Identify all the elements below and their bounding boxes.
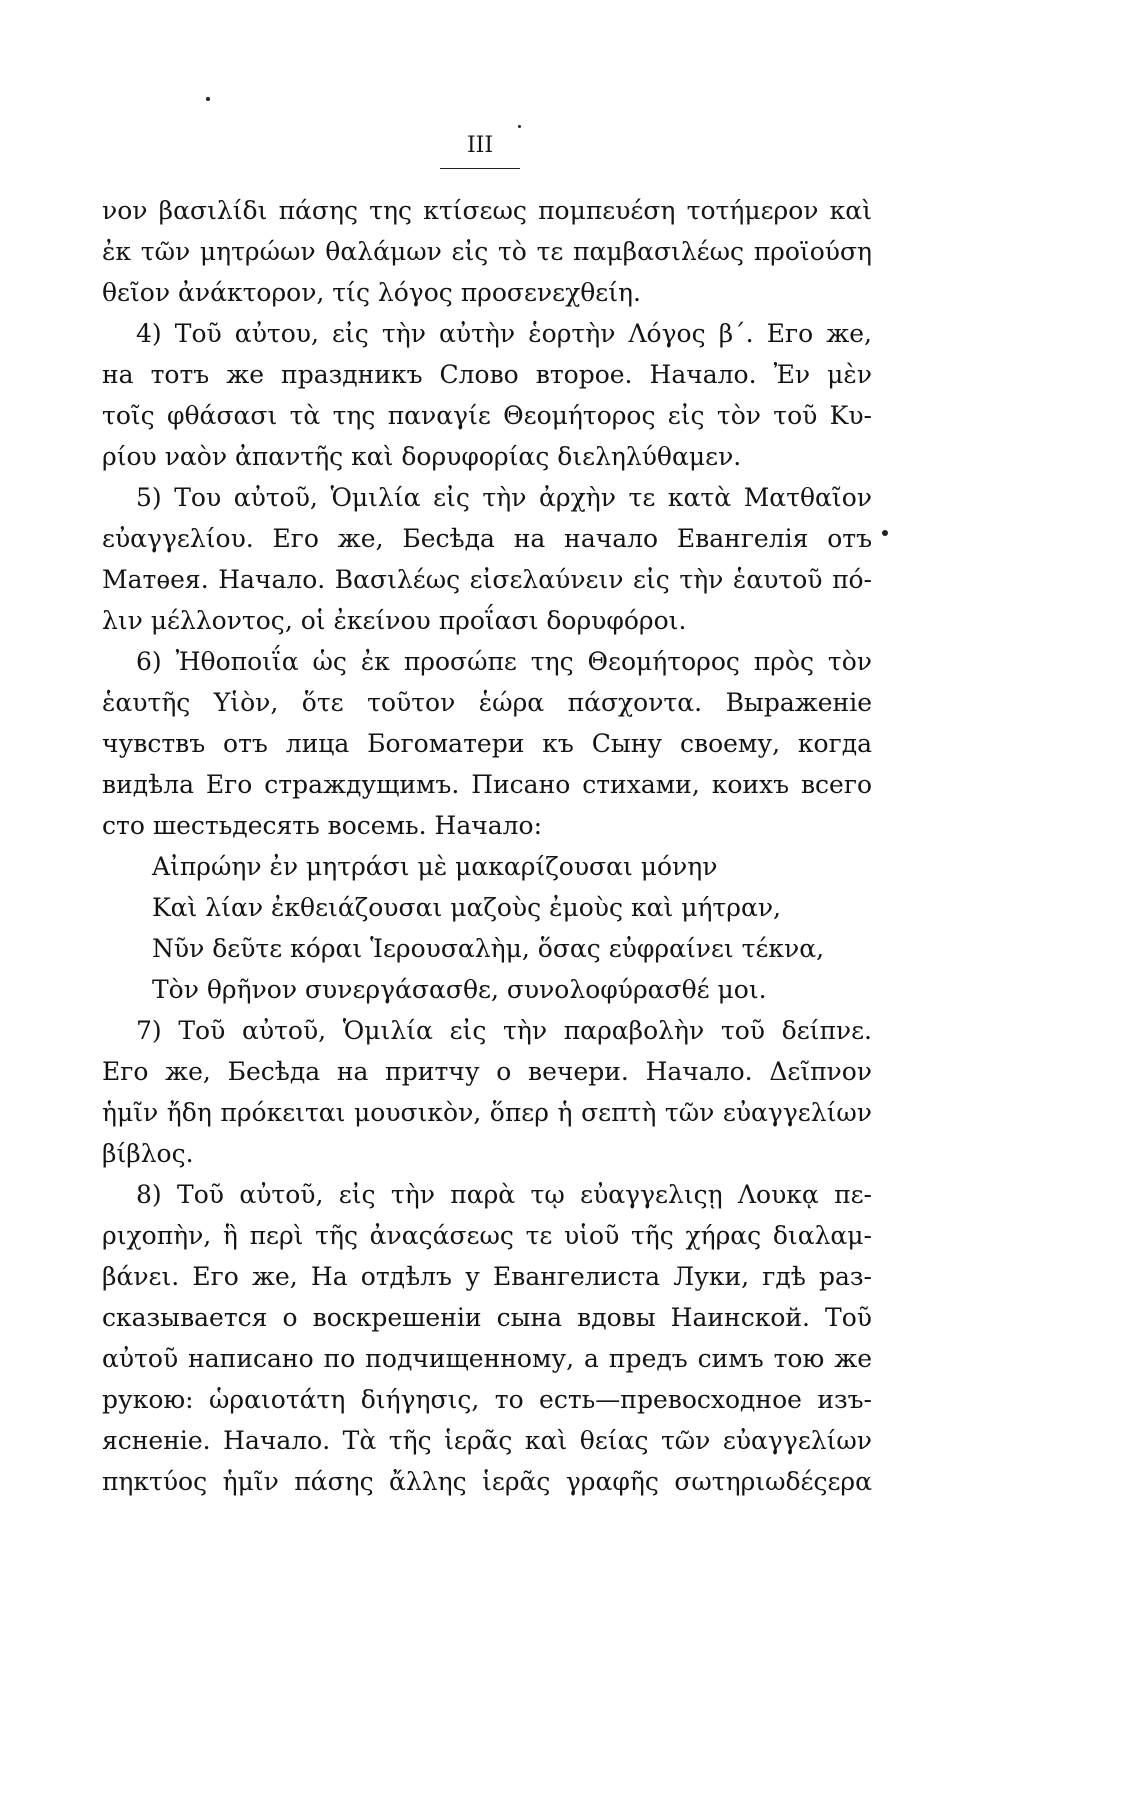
text-line: 4) Τοῦ αὐτου, εἰς τὴν αὐτὴν ἑορτὴν Λόγος β΄. Его же,	[136, 319, 872, 348]
text-line: на тотъ же праздникъ Слово второе. Начало. Ἐν μὲν	[102, 360, 872, 389]
text-line: θεῖον ἀνάκτορον, τίς λόγος προσενεχθείη.	[102, 278, 641, 307]
text-line: 6) Ἠθοποιΐα ὡς ἐκ προσώπε της Θεομήτορος πρὸς τὸν	[136, 647, 872, 676]
text-line: ясненіе. Начало. Τὰ τῆς ἱερᾶς καὶ θείας τῶν εὐαγγελίων	[102, 1426, 872, 1455]
verse-line: Τὸν θρῆνον συνεργάσασθε, συνολοφύρασθέ μοι.	[152, 975, 767, 1004]
ink-speck	[882, 530, 888, 536]
page-number: III	[466, 133, 494, 158]
text-line: νον βασιλίδι πάσης της κτίσεως πομπευέση τοτήμερον καὶ	[102, 196, 872, 225]
text-line: βάνει. Его же, На отдѣлъ у Евангелиста Луки, гдѣ раз-	[102, 1262, 872, 1291]
text-line: Матѳея. Начало. Βασιλέως εἰσελαύνειν εἰς τὴν ἑαυτοῦ πό-	[102, 565, 872, 594]
text-line: βίβλος.	[102, 1139, 194, 1168]
text-line: αὐτοῦ написано по подчищенному, а предъ симъ тою же	[102, 1344, 872, 1373]
text-line: τοῖς φθάσασι τὰ της παναγίε Θεομήτορος εἰς τὸν τοῦ Κυ-	[102, 401, 872, 430]
text-line: 8) Τοῦ αὐτοῦ, εἰς τὴν παρὰ τῳ εὐαγγελιςῃ Λουκᾳ πε-	[136, 1180, 872, 1209]
verse-line: Νῦν δεῦτε κόραι Ἱερουσαλὴμ, ὅσας εὐφραίνει τέκνα,	[152, 934, 825, 963]
text-line: видѣла Его страждущимъ. Писано стихами, коихъ всего	[102, 770, 872, 799]
text-line: λιν μέλλοντος, οἱ ἐκείνου προΐασι δορυφόροι.	[102, 606, 687, 635]
text-line: πηκτύος ἡμῖν πάσης ἄλλης ἱερᾶς γραφῆς σωτηριωδέςερα	[102, 1467, 872, 1496]
body-text	[102, 190, 872, 1502]
text-line: Его же, Бесѣда на притчу о вечери. Начало. Δεῖπνον	[102, 1057, 872, 1086]
text-line: 7) Τοῦ αὐτοῦ, Ὁμιλία εἰς τὴν παραβολὴν τοῦ δείπνε.	[136, 1016, 872, 1045]
text-line: сто шестьдесять восемь. Начало:	[102, 811, 543, 840]
text-line: чувствъ отъ лица Богоматери къ Сыну своему, когда	[102, 729, 872, 758]
text-line: ρίου ναὸν ἀπαντῆς καὶ δορυφορίας διεληλύθαμεν.	[102, 442, 742, 471]
text-line: ἐκ τῶν μητρώων θαλάμων εἰς τὸ τε παμβασιλέως προϊούση	[102, 237, 872, 266]
text-line: ἑαυτῆς Υἱὸν, ὅτε τοῦτον ἑώρα πάσχοντα. Выраженіе	[102, 688, 872, 717]
ink-speck	[518, 125, 521, 128]
text-line: ριχοπὴν, ἣ περὶ τῆς ἀναςάσεως τε υἱοῦ τῆς χήρας διαλαμ-	[102, 1221, 872, 1250]
text-line: рукою: ὡραιοτάτη διήγησις, то есть—превосходное изъ-	[102, 1385, 872, 1414]
verse-line: Καὶ λίαν ἐκθειάζουσαι μαζοὺς ἐμοὺς καὶ μήτραν,	[152, 893, 781, 922]
text-line: εὐαγγελίου. Его же, Бесѣда на начало Евангелія отъ	[102, 524, 872, 553]
text-line: сказывается о воскрешеніи сына вдовы Наинской. Τοῦ	[102, 1303, 872, 1332]
verse-line: Αἰπρώην ἐν μητράσι μὲ μακαρίζουσαι μόνην	[152, 852, 718, 881]
ink-speck	[206, 97, 210, 101]
text-line: 5) Του αὐτοῦ, Ὁμιλία εἰς τὴν ἀρχὴν τε κατὰ Ματθαῖον	[136, 483, 872, 512]
page-number-rule	[440, 168, 520, 169]
text-line: ἡμῖν ἤδη πρόκειται μουσικὸν, ὅπερ ἡ σεπτὴ τῶν εὐαγγελίων	[102, 1098, 872, 1127]
